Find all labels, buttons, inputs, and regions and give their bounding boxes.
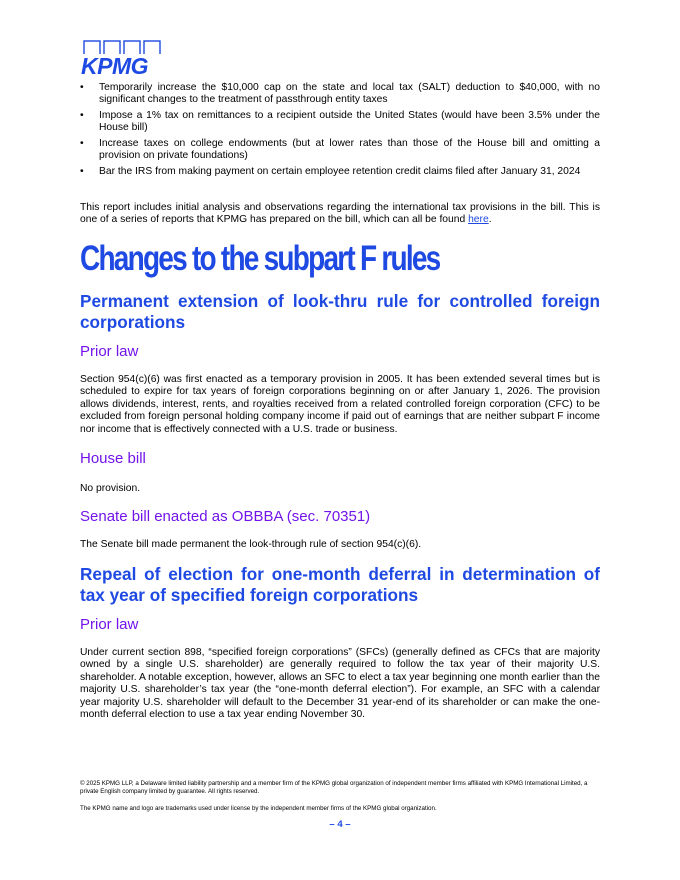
kpmg-logo [80,40,166,76]
list-item: • Increase taxes on college endowments (but at lower rates than those of the House bill and omitting a provision on private foundations) [80,138,600,162]
house-bill-paragraph: No provision. [80,483,141,494]
list-item: • Bar the IRS from making payment on certain employee retention credit claims filed after January 31, 2024 [80,166,581,177]
list-item: • Temporarily increase the $10,000 cap on the state and local tax (SALT) deduction to $40,000, with no significant changes to the treatment of passthrough entity taxes [80,82,600,106]
trademark-notice: The KPMG name and logo are trademarks used under license by the independent member firms of the KPMG global organization. [80,805,437,812]
svg-text:KPMG: KPMG [81,53,148,76]
section-title: Changes to the subpart F rules [80,239,440,278]
page-number: – 4 – [329,819,351,830]
list-item: • Impose a 1% tax on remittances to a recipient outside the United States (would have been 3.5% under the House bill) [80,110,600,134]
bullet-list [80,82,600,182]
house-bill-heading: House bill [80,450,146,467]
prior-law-paragraph-2: Under current section 898, “specified foreign corporations” (SFCs) (generally defined as CFCs that are majority owned by a single U.S. shareholder) are generally required to follow the tax year of their majority U.S. shareholder. A notable exception, however, allows an SFC to elect a tax year beginning one month earlier than the majority U.S. shareholder’s tax year (the “one-month deferral election”). For example, an SFC with a calendar year majority U.S. shareholder will default to the December 31 year-end of its shareholder or can make the one-month deferral election to use a tax year ending November 30. [80,647,600,721]
senate-bill-paragraph: The Senate bill made permanent the look-through rule of section 954(c)(6). [80,539,422,550]
prior-law-paragraph: Section 954(c)(6) was first enacted as a temporary provision in 2005. It has been extended several times but is scheduled to expire for tax years of foreign corporations beginning on or after January 1, 2026. The provision allows dividends, interest, rents, and royalties received from a related controlled foreign corporation (CFC) to be excluded from foreign personal holding company income if paid out of earnings that are neither subpart F income nor income that is effectively connected with a U.S. trade or business. [80,374,600,435]
repeal-election-heading: Repeal of election for one-month deferral in determination of tax year of specified foreign corporations [80,564,600,605]
bullet-dot: • [80,138,84,149]
intro-paragraph: This report includes initial analysis and observations regarding the international tax provisions in the bill. This is one of a series of reports that KPMG has prepared on the bill, which can all be found here. [80,202,600,226]
bullet-dot: • [80,166,84,177]
senate-bill-heading: Senate bill enacted as OBBBA (sec. 70351) [80,508,371,525]
bullet-dot: • [80,82,84,93]
lookthru-heading: Permanent extension of look-thru rule for controlled foreign corporations [80,291,600,332]
prior-law-heading-2: Prior law [80,616,139,633]
here-link[interactable]: here [468,214,489,226]
bullet-dot: • [80,110,84,121]
copyright-notice: © 2025 KPMG LLP, a Delaware limited liability partnership and a member firm of the KPMG global organization of independent member firms affiliated with KPMG International Limited, a private English company limited by guarantee. All rights reserved. [80,780,588,796]
prior-law-heading: Prior law [80,343,139,360]
